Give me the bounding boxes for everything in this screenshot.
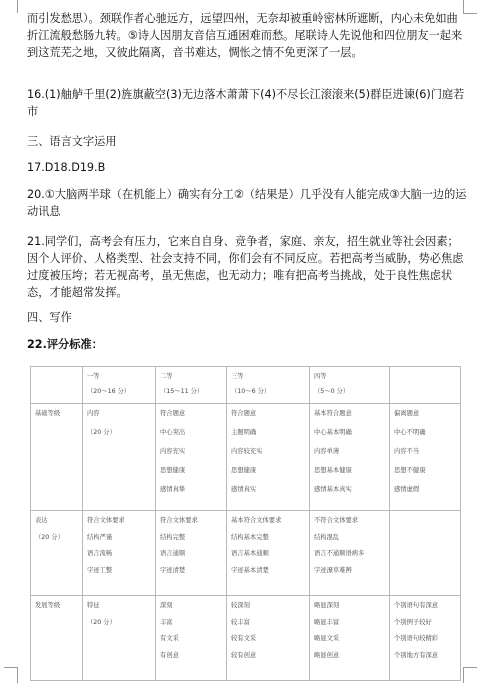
table-cell-text: 较有创意	[231, 651, 257, 659]
table-cell-text: （5～0 分）	[314, 388, 350, 395]
table-cell-text: 丰富	[160, 618, 173, 626]
table-cell-text: 四等	[314, 373, 327, 380]
answer-17-19: 17.D18.D19.B	[27, 161, 106, 174]
table-cell-text: 内容	[87, 410, 100, 417]
table-cell-text: 个别语句较精彩	[394, 635, 439, 642]
table-cell-text: 二等	[160, 373, 173, 380]
table-row	[31, 596, 461, 681]
table-cell-text: 略显创意	[314, 651, 340, 659]
table-cell-text: 结构混乱	[314, 533, 340, 541]
table-cell-text: 不符合文体要求	[314, 517, 359, 524]
table-cell-text: 内容不当	[394, 448, 420, 455]
table-header-cell	[390, 367, 461, 404]
table-cell-text: 基础等级	[35, 410, 61, 417]
table-cell-text: 主题明确	[231, 429, 257, 436]
table-cell	[31, 596, 83, 681]
crop-mark-bottom-right-v	[463, 667, 464, 683]
crop-mark-bottom-left-h	[4, 667, 17, 668]
table-cell	[156, 596, 227, 681]
table-cell-text: 符合文体要求	[87, 517, 125, 524]
table-cell-text: 思想不健康	[394, 467, 426, 474]
table-cell	[31, 511, 83, 596]
table-cell-text: 略显深刻	[314, 602, 340, 609]
table-cell	[390, 511, 461, 596]
table-header-cell	[31, 367, 83, 404]
table-header-cell	[310, 367, 390, 404]
intro-paragraph: 而引发愁思）。颈联作者心驰远方，远望四州，无奈却被重岭密林所遮断，内心未免如曲折江流般愁肠九转。⑤诗人因朋友音信互通困难而愁。尾联诗人先说他和四位朋友一起来到这荒芜之地，又彼此隔离，音书难达，惆怅之情不免更深了一层。	[27, 12, 463, 59]
answer-21: 21.同学们，高考会有压力，它来自自身、竞争者，家庭、亲友，招生就业等社会因素；因个人评价、人格类型、社会支持不同，你们会有不同反应。若把高考当威胁，势必焦虑过度被压垮；若无视高考，虽无焦虑，也无动力；唯有把高考当挑战，处于良性焦虑状态，才能超常发挥。	[27, 235, 464, 299]
table-row	[31, 511, 461, 596]
table-cell-text: 感情真挚	[160, 486, 186, 493]
table-cell-text: 有创意	[160, 651, 179, 659]
table-cell-text: （20 分）	[87, 618, 116, 626]
table-cell	[156, 404, 227, 511]
table-cell-text: 字迹潦草难辨	[314, 566, 352, 574]
table-cell-text: 内容较充实	[231, 448, 263, 455]
table-cell-text: 较有文采	[231, 635, 257, 642]
crop-mark-bottom-right-h	[463, 667, 477, 668]
table-cell-text: 语言不通顺语病多	[314, 550, 365, 557]
table-cell-text: 偏离题意	[394, 410, 420, 417]
table-cell-text: 基本符合文体要求	[231, 517, 282, 524]
table-cell-text: 感情基本真实	[314, 486, 352, 493]
table-cell-text: 符合题意	[160, 410, 186, 417]
answer-22-title: 22.评分标准：	[27, 338, 103, 351]
table-cell-text: 符合题意	[231, 410, 257, 417]
table-cell-text: 感情虚假	[394, 486, 420, 493]
table-cell	[83, 511, 156, 596]
scoring-table	[30, 366, 461, 681]
table-header-cell	[83, 367, 156, 404]
table-cell-text: 符合文体要求	[160, 517, 198, 524]
table-cell-text: 中心突出	[160, 429, 186, 436]
table-cell-text: 深刻	[160, 602, 173, 609]
answer-16: 16.(1)舳舻千里(2)旌旗蔽空(3)无边落木萧萧下(4)不尽长江滚滚来(5)群臣进谏(6)门庭若市	[27, 88, 465, 118]
table-cell-text: 基本符合题意	[314, 410, 352, 417]
table-header-cell	[227, 367, 310, 404]
table-cell-text: （20～16 分）	[87, 388, 131, 395]
table-cell-text: 略显文采	[314, 635, 340, 642]
table-cell-text: （10～6 分）	[231, 388, 271, 395]
table-cell-text: 个别地方有深意	[394, 651, 439, 659]
table-cell-text: 内容单薄	[314, 448, 340, 455]
table-row	[31, 404, 461, 511]
table-cell-text: 中心基本明确	[314, 429, 352, 436]
table-cell	[156, 511, 227, 596]
table-cell-text: 三等	[231, 373, 244, 380]
table-cell	[390, 596, 461, 681]
crop-mark-top-left-v	[17, 0, 18, 13]
section-heading-3: 三、语言文字运用	[27, 135, 117, 148]
table-cell	[310, 596, 390, 681]
table-cell	[227, 404, 310, 511]
table-cell-text: 个别语句有深意	[394, 602, 439, 609]
table-cell-text: 思想健康	[231, 467, 257, 474]
table-cell	[227, 511, 310, 596]
table-cell-text: 语言通顺	[160, 550, 186, 557]
table-cell-text: 特征	[87, 602, 100, 609]
table-cell-text: （20 分）	[87, 429, 116, 436]
crop-mark-bottom-left-v	[17, 667, 18, 683]
table-cell-text: 内容充实	[160, 448, 186, 455]
table-cell	[310, 404, 390, 511]
table-cell-text: 较深刻	[231, 602, 250, 609]
table-cell-text: 发展等级	[35, 602, 61, 609]
table-cell-text: 较丰富	[231, 618, 250, 626]
table-cell-text: 字迹清楚	[160, 566, 186, 574]
table-cell-text: 语言基本通顺	[231, 550, 269, 557]
table-cell-text: （20 分）	[35, 533, 64, 541]
table-cell-text: 字迹基本清楚	[231, 566, 269, 574]
table-cell-text: 感情真实	[231, 486, 257, 493]
table-cell	[310, 511, 390, 596]
table-cell-text: （15～11 分）	[160, 388, 204, 395]
table-cell	[31, 404, 83, 511]
table-cell	[83, 404, 156, 511]
table-header-cell	[156, 367, 227, 404]
table-header-row	[31, 367, 461, 404]
table-cell	[83, 596, 156, 681]
table-cell-text: 结构严谨	[87, 533, 113, 541]
table-cell-text: 有文采	[160, 635, 179, 642]
table-cell-text: 思想健康	[160, 467, 186, 474]
table-cell-text: 中心不明确	[394, 429, 426, 436]
section-heading-4: 四、写作	[27, 311, 72, 324]
table-cell-text: 结构基本完整	[231, 533, 269, 541]
table-cell-text: 一等	[87, 373, 100, 380]
table-cell-text: 结构完整	[160, 533, 186, 541]
table-cell-text: 略显丰富	[314, 618, 340, 626]
table-cell-text: 个别例子较好	[394, 618, 432, 626]
table-cell-text: 语言流畅	[87, 550, 113, 557]
table-cell	[390, 404, 461, 511]
table-cell-text: 思想基本健康	[314, 467, 352, 474]
table-cell-text: 字迹工整	[87, 566, 113, 574]
answer-20: 20.①大脑两半球（在机能上）确实有分工②（结果是）几乎没有人能完成③大脑一边的运动讯息	[27, 188, 467, 218]
table-cell	[227, 596, 310, 681]
table-cell-text: 表达	[35, 517, 48, 524]
